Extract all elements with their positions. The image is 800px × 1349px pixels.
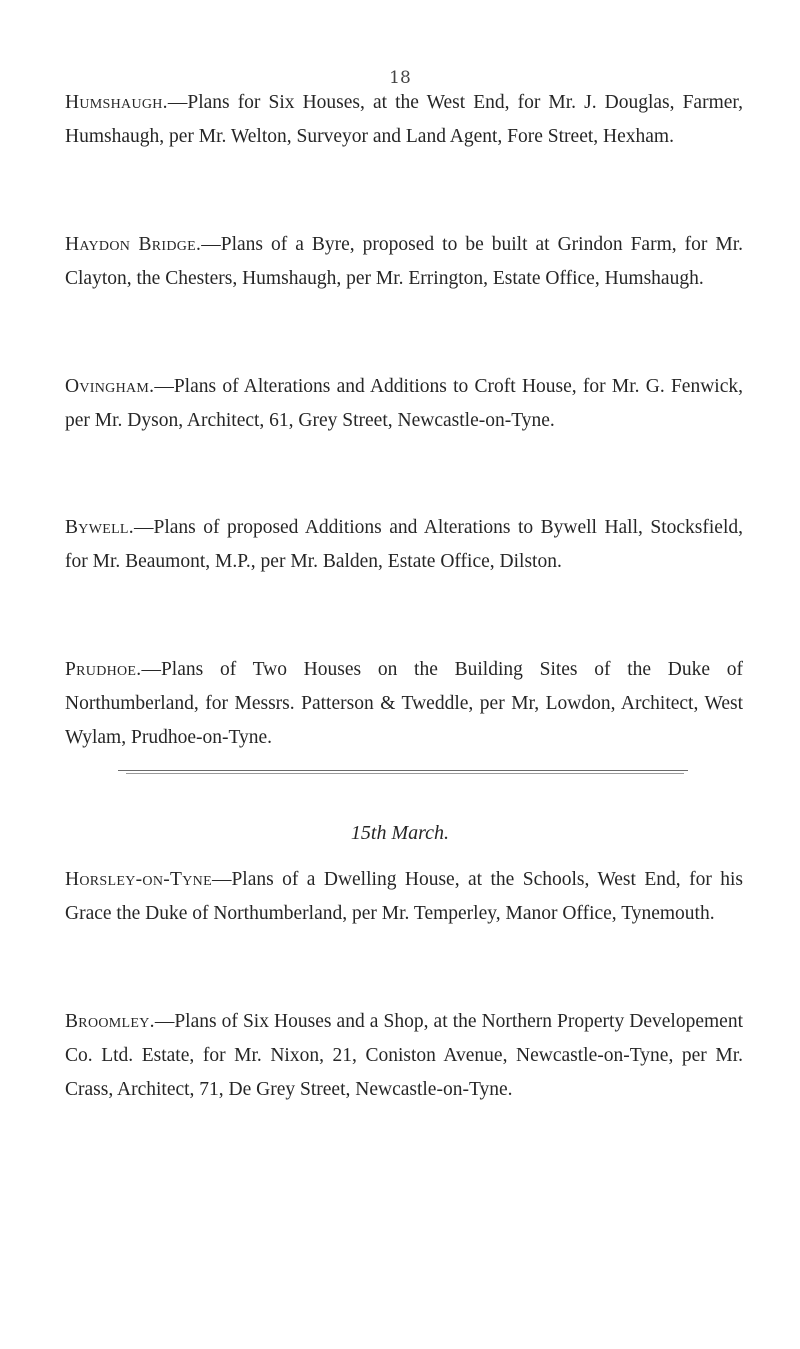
entry-humshaugh — [65, 86, 743, 154]
entry-ovingham — [65, 370, 743, 438]
entry-text: —Plans for Six Houses, at the West End, for Mr. J. Douglas, Farmer, Humshaugh, per Mr. Welton, Surveyor and Land Agent, Fore Street, Hexham. — [65, 92, 743, 147]
entry-text: —Plans of Six Houses and a Shop, at the Northern Property Developement Co. Ltd. Estate, for Mr. Nixon, 21, Coniston Avenue, Newcastle-on-Tyne, per Mr. Crass, Architect, 71, De Grey Street, Newcastle-on-Tyne. — [65, 1011, 743, 1100]
entry-place: Broomley. — [65, 1011, 155, 1032]
entry-place: Humshaugh. — [65, 92, 168, 113]
entry-place: Horsley-on-Tyne — [65, 869, 212, 890]
entry-bywell — [65, 511, 743, 579]
entry-prudhoe — [65, 653, 743, 755]
entry-haydon-bridge — [65, 228, 743, 296]
entry-place: Bywell. — [65, 517, 134, 538]
section-divider — [118, 770, 688, 771]
entry-text: —Plans of proposed Additions and Alterations to Bywell Hall, Stocksfield, for Mr. Beaumont, M.P., per Mr. Balden, Estate Office, Dilston. — [65, 517, 743, 572]
entry-place: Ovingham. — [65, 376, 155, 397]
date-heading: 15th March. — [350, 822, 450, 844]
page-number: 18 — [389, 68, 411, 88]
entry-text: —Plans of Two Houses on the Building Sites of the Duke of Northumberland, for Messrs. Patterson & Tweddle, per Mr, Lowdon, Architect, West Wylam, Prudhoe-on-Tyne. — [65, 659, 743, 748]
entry-text: —Plans of Alterations and Additions to Croft House, for Mr. G. Fenwick, per Mr. Dyson, Architect, 61, Grey Street, Newcastle-on-Tyne. — [65, 376, 743, 431]
entry-text: —Plans of a Byre, proposed to be built at Grindon Farm, for Mr. Clayton, the Chesters, Humshaugh, per Mr. Errington, Estate Office, Humshaugh. — [65, 234, 743, 289]
entry-text: —Plans of a Dwelling House, at the Schools, West End, for his Grace the Duke of Northumberland, per Mr. Temperley, Manor Office, Tynemouth. — [65, 869, 743, 924]
entry-horsley-on-tyne — [65, 863, 743, 931]
entry-place: Haydon Bridge. — [65, 234, 202, 255]
entry-broomley — [65, 1005, 743, 1107]
entry-place: Prudhoe. — [65, 659, 142, 680]
